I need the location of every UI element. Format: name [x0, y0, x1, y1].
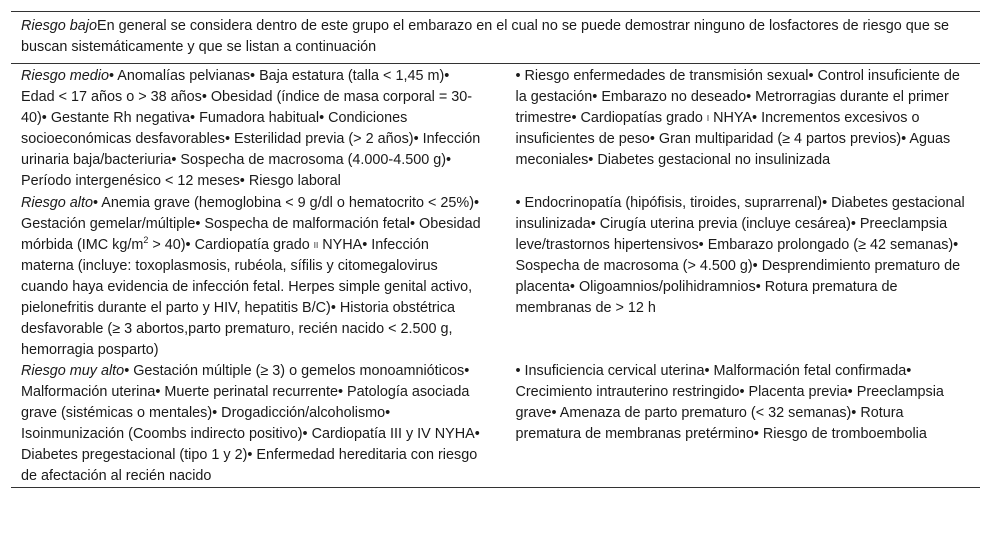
row-riesgo-alto [11, 192, 980, 361]
cell-riesgo-medio-right [496, 64, 981, 193]
heading-riesgo-alto: Riesgo alto [21, 195, 93, 211]
text-riesgo-muy-alto-left: • Gestación múltiple (≥ 3) o gemelos monoamnióticos• Malformación uterina• Muerte perinatal recurrente• Patología asociada grave (sistémicas o mentales)• Drogadicción/alcoholismo• Isoinmunización (Coombs indirecto positivo)• Cardiopatía III y IV NYHA• Diabetes pregestacional (tipo 1 y 2)• Enfermedad hereditaria con riesgo de afectación al recién nacido [21, 363, 480, 484]
heading-riesgo-medio: Riesgo medio [21, 68, 109, 84]
cell-riesgo-muy-alto-right [496, 361, 981, 488]
cell-riesgo-bajo [11, 12, 980, 64]
row-riesgo-muy-alto [11, 361, 980, 488]
risk-table [11, 11, 980, 488]
heading-riesgo-muy-alto: Riesgo muy alto [21, 363, 125, 379]
text-riesgo-bajo: En general se considera dentro de este grupo el embarazo en el cual no se puede demostrar ninguno de losfactores de riesgo que se buscan sistemáticamente y que se listan a continuación [21, 18, 950, 55]
heading-riesgo-bajo: Riesgo bajo [21, 18, 98, 34]
row-riesgo-bajo [11, 12, 980, 64]
risk-table-container [11, 11, 980, 488]
cell-riesgo-alto-left [11, 192, 496, 361]
text-riesgo-muy-alto-right: • Insuficiencia cervical uterina• Malformación fetal confirmada• Crecimiento intrauterino restringido• Placenta previa• Preeclampsia grave• Amenaza de parto prematuro (< 32 semanas)• Rotura prematura de membranas pretérmino• Riesgo de tromboembolia [515, 363, 944, 442]
cell-riesgo-muy-alto-left [11, 361, 496, 488]
text-riesgo-medio-right-a: • Riesgo enfermedades de transmisión sexual• Control insuficiente de la gestación• Embarazo no deseado• Metrorragias durante el primer trimestre• Cardiopatías grado [515, 68, 960, 126]
text-riesgo-medio-right-b: NHYA• Incrementos excesivos o insuficientes de peso• Gran multiparidad (≥ 4 partos previos)• Aguas meconiales• Diabetes gestacional no insulinizada [515, 110, 951, 168]
text-riesgo-medio-left: • Anomalías pelvianas• Baja estatura (talla < 1,45 m)• Edad < 17 años o > 38 años• Obesidad (índice de masa corporal = 30-40)• Gestante Rh negativa• Fumadora habitual• Condiciones socioeconómicas desfavorables• Esterilidad previa (> 2 años)• Infección urinaria baja/bacteriuria• Sospecha de macrosoma (4.000-4.500 g)• Período intergenésico < 12 meses• Riesgo laboral [21, 68, 481, 189]
cell-riesgo-alto-right [496, 192, 981, 361]
text-riesgo-alto-left-c: NYHA• Infección materna (incluye: toxoplasmosis, rubéola, sífilis y citomegalovirus cuando haya evidencia de infección fetal. Herpes simple genital activo, pielonefritis durante el parto y HIV, hepatitis B/C)• Historia obstétrica desfavorable (≥ 3 abortos,parto prematuro, recién nacido < 2.500 g, hemorragia posparto) [21, 237, 473, 358]
row-riesgo-medio [11, 64, 980, 193]
grade-riesgo-alto: II [313, 241, 319, 250]
superscript-2: 2 [143, 235, 149, 246]
cell-riesgo-medio-left [11, 64, 496, 193]
text-riesgo-alto-right: • Endocrinopatía (hipófisis, tiroides, suprarrenal)• Diabetes gestacional insulinizada• Cirugía uterina previa (incluye cesárea)• Preeclampsia leve/trastornos hipertensivos• Embarazo prolongado (≥ 42 semanas)• Sospecha de macrosoma (> 4.500 g)• Desprendimiento prematuro de placenta• Oligoamnios/polihidramnios• Rotura prematura de membranas de > 12 h [515, 195, 965, 316]
text-riesgo-alto-left-a: • Anemia grave (hemoglobina < 9 g/dl o hematocrito < 25%)• Gestación gemelar/múltiple• Sospecha de malformación fetal• Obesidad mórbida (IMC kg/m [21, 195, 481, 253]
text-riesgo-alto-left-b: > 40)• Cardiopatía grado [148, 237, 314, 253]
grade-riesgo-medio: I [706, 114, 710, 123]
